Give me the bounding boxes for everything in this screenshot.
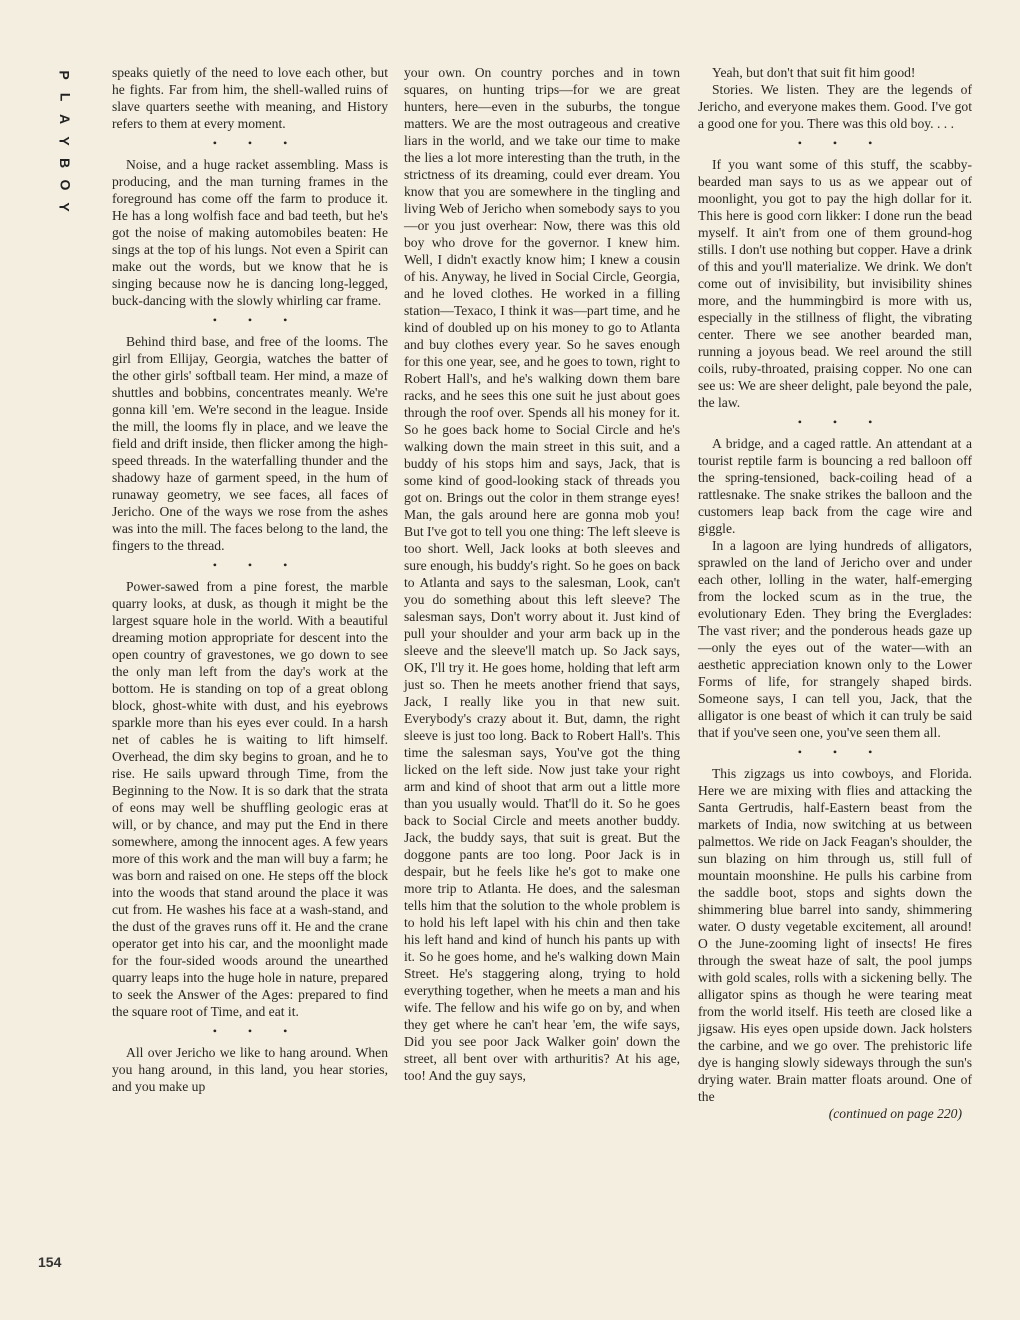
body-paragraph: All over Jericho we like to hang around. When you hang around, in this land, you hear stories, and you make up — [112, 1045, 388, 1094]
section-separator: • • • — [212, 558, 302, 572]
body-paragraph: Power-sawed from a pine forest, the marble quarry looks, at dusk, as though it might be the largest square hole in the world. With a beautiful dreaming motion appropriate for descent into the open country of gravestones, we go down to see the only man left from the day's work at the bottom. He is standing on top of a great oblong block, ghost-white with dust, and his eyebrows sparkle more than his eyes ever could. In a harsh net of cables he is waiting to lift himself. Overhead, the dim sky begins to groan, and he to rise. He sails upward through Time, from the Beginning to the Now. It is so dark that the strata of eons may well be shuffling geologic eras at will, or by chance, and may put the End in there somewhere, among the innocent ages. A few years more of this work and the man will buy a farm; he was born and raised on one. He steps off the block into the woods that stand around the place it was cut from. He washes his face at a wash-stand, and the dust of the graves runs off it. He and the crane operator get into his car, and the moonlight made for the four-sided woods around the unearthed quarry leaps into the huge hole in nature, prepared to seek the Answer of the Ages: prepared to find the square root of Time, and eat it. — [112, 579, 388, 1019]
section-separator: • • • — [797, 415, 887, 429]
body-paragraph: If you want some of this stuff, the scabby-bearded man says to us as we appear out of moonlight, you got to pay the high dollar for it. This here is good corn likker: I done run the bead myself. It ain't from one of them ground-hog stills. I don't use nothing but copper. Have a drink of this and you'll materialize. We drink. We don't come out of invisibility, but invisibility shines more, and the hummingbird is more with us, especially in the stillness of flight, the vibrating center. There we see another bearded man, running a joyous bead. We reel around the still coils, ruby-throated, praising copper. No one can see us: We are sheer delight, pale beyond the pale, the law. — [698, 157, 972, 410]
body-paragraph: Stories. We listen. They are the legends of Jericho, and everyone makes them. Good. I've got a good one for you. There was this old boy. . . . — [698, 82, 972, 131]
text-column-2 — [404, 64, 680, 1084]
body-paragraph: speaks quietly of the need to love each other, but he fights. Far from him, the shell-walled ruins of slave quarters seethe with meaning, and History refers to them at every moment. — [112, 65, 388, 131]
body-paragraph: A bridge, and a caged rattle. An attendant at a tourist reptile farm is bouncing a red balloon off the spring-tensioned, back-coiling head of a rattlesnake. The snake strikes the balloon and the customers leap back from the cage wire and giggle. — [698, 436, 972, 536]
section-separator: • • • — [797, 136, 887, 150]
continued-notice: (continued on page 220) — [828, 1106, 962, 1121]
body-paragraph: This zigzags us into cowboys, and Florida. Here we are mixing with flies and attacking the Santa Gertrudis, half-Eastern beast from the markets of India, now switching at us between palmettos. We ride on Jack Feagan's shoulder, the sun blazing on him through us, still full of mountain moonshine. He pulls his carbine from the saddle boot, stops and sights down the shimmering blue barrel into sandy, shimmering water. O dusty vegetable excitement, all around! O the June-zooming light of insects! He fires through the sweat haze of salt, the pool jumps with gold scales, rolls with a sickening belly. The alligator spins as though he were tearing meat from the world itself. His teeth are closed like a jigsaw. His eyes open upside down. Jack holsters the carbine, and we go over. The prehistoric life dye is hanging slowly sideways through the sun's drying water. Brain matter floats around. One of the — [698, 766, 972, 1104]
page-number: 154 — [38, 1254, 62, 1270]
text-column-1 — [112, 64, 388, 1095]
body-paragraph: Behind third base, and free of the looms. The girl from Ellijay, Georgia, watches the batter of the other girls' softball team. Her mind, a maze of shuttles and bobbins, concentrates meanly. We're gonna kill 'em. We're second in the league. Inside the mill, the looms fly in place, and we leave the field and drift inside, then flicker among the high-speed threads. In the waterfalling thunder and the shadowy haze of garment speed, in the hum of runaway geometry, we see faces, all faces of Jericho. One of the ways we rose from the ashes was into the mill. The faces belong to the land, the fingers to the thread. — [112, 334, 388, 553]
body-paragraph: Noise, and a huge racket assembling. Mass is producing, and the man turning frames in the foreground has come off the farm to produce it. He has a long wolfish face and bad teeth, but he's got the noise of making automobiles beaten: He sings at the top of his lungs. Not even a Spirit can make out the words, but we know that he is singing because now he is dancing long-legged, buck-dancing with the slowly whirling car frame. — [112, 157, 388, 308]
body-paragraph: Yeah, but don't that suit fit him good! — [712, 65, 916, 80]
masthead-letter: A — [57, 113, 73, 125]
magazine-masthead — [52, 64, 78, 218]
masthead-letter: B — [57, 157, 73, 169]
masthead-letter: P — [57, 70, 73, 80]
masthead-letter: O — [56, 179, 73, 191]
section-separator: • • • — [212, 1024, 302, 1038]
section-separator: • • • — [212, 313, 302, 327]
masthead-letter: Y — [57, 202, 73, 212]
text-column-3 — [698, 64, 972, 1122]
masthead-letter: L — [57, 92, 73, 102]
masthead-letter: Y — [57, 136, 73, 146]
body-paragraph: In a lagoon are lying hundreds of alligators, sprawled on the land of Jericho over and under each other, lolling in the water, half-emerging from the locked scum as in the true, the evolutionary Eden. They bring the Everglades: The vast river; and the ponderous heads gaze up—only the eyes out of the water—with an aesthetic appreciation known only to the Lower Forms of life, for strangely shaped birds. Someone says, I can tell you, Jack, that the alligator is one beast of which it can truly be said that if you've seen one, you've seen them all. — [698, 538, 972, 740]
body-paragraph: your own. On country porches and in town squares, on hunting trips—for we are great hunters, here—even in the suburbs, the tongue matters. We are the most outrageous and creative liars in the world, and we take our time to make the lies a lot more interesting than the truth, in the strictness of its dreaming, could ever dream. You know that you are somewhere in the tingling and living Web of Jericho when somebody says to you—or you just overhear: Now, there was this old boy who drove for the governor. I knew him. Well, I didn't exactly know him; I knew a cousin of his. Anyway, he lived in Social Circle, Georgia, and he loved clothes. He worked in a filling station—Texaco, I think it was—part time, and he kind of doubled up on his money to go to Atlanta and buy clothes every year. So he saves enough for this one year, see, and he goes to town, right to Robert Hall's, and he's walking down them bare racks, and he sees this one suit he just about goes through the roof over. Spends all his money for it. So he goes back home to Social Circle and he's walking down the main street in this suit, and a buddy of his stops him and says, Jack, that is some kind of good-looking stack of threads you got on. Brings out the color in them strange eyes! Man, the gals around here are gonna mob you! But I've got to tell you one thing: The left sleeve is too short. Well, Jack looks at both sleeves and sure enough, his buddy's right. So he goes on back to Atlanta and says to the salesman, Look, can't you do something about this left sleeve? The salesman says, Don't worry about it. Just kind of pull your shoulder and your arm back up in the sleeve and the sleeve'll match up. So Jack says, OK, I'll try it. He goes home, holding that left arm just so. Then he meets another friend that says, Jack, I really like you in that new suit. Everybody's crazy about it. But, damn, the right sleeve is just too long. Back to Robert Hall's. This time the salesman says, You've got the thing licked on the left side. Now just take your right arm and kind of shoot that arm out a little more than you usually would. That'll do it. So he goes back to Social Circle and meets another buddy. Jack, the buddy says, that suit is great. But the doggone pants are too long. Poor Jack is in despair, but he feels like he's got to make one more trip to Atlanta. He does, and the salesman tells him that the solution to the whole problem is to hold his left lapel with his chin and then take his left hand and kind of hunch his pants up with it. So he goes home, and he's walking down Main Street. He's staggering along, trying to hold everything together, when he meets a man and his wife. The fellow and his wife go on by, and when they get where he can't hear 'em, the wife says, Did you see poor Jack Walker goin' down the street, all bent over with arthuritis? At his age, too! And the guy says, — [404, 65, 680, 1083]
section-separator: • • • — [212, 136, 302, 150]
section-separator: • • • — [797, 745, 887, 759]
